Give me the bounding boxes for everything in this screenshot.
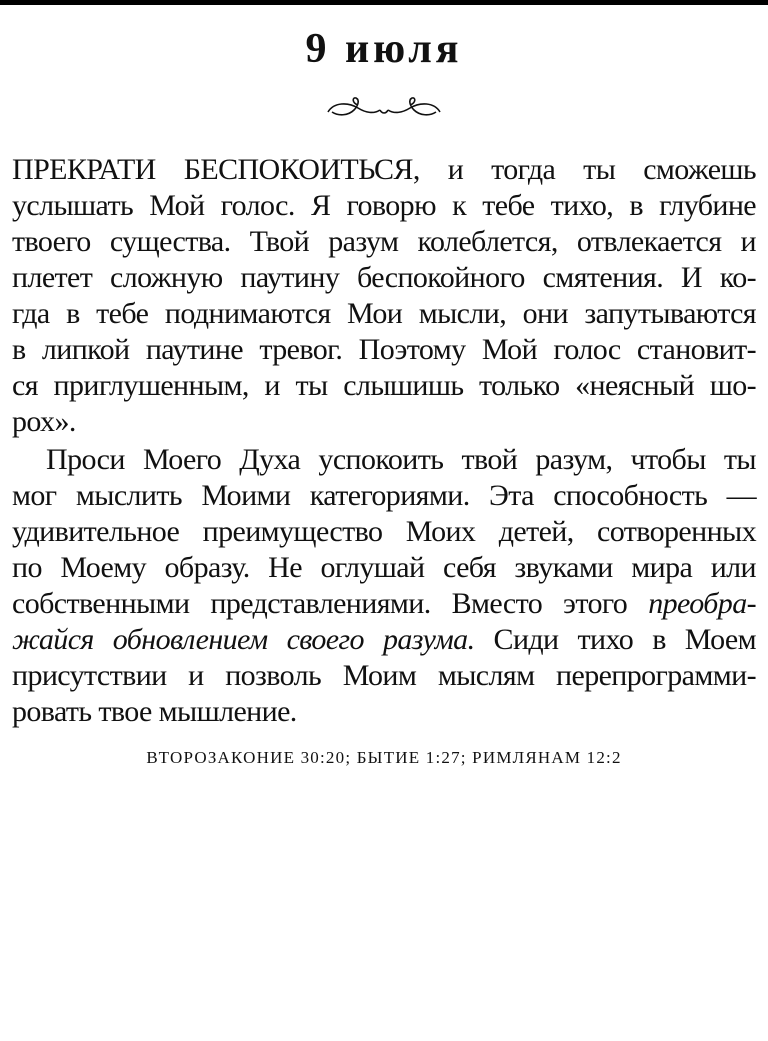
paragraph	[12, 442, 756, 730]
text-segment: по Моему образу. Не оглушай себя звуками мира или	[12, 551, 756, 584]
text-line	[12, 332, 756, 368]
text-segment: Сиди тихо в Моем	[474, 623, 756, 656]
text-segment: ся приглушенным, и ты слышишь только «неясный шо-	[12, 369, 756, 402]
text-line	[12, 442, 756, 478]
page-title: 9 июля	[305, 26, 463, 72]
scripture-reference: ВТОРОЗАКОНИЕ 30:20; БЫТИЕ 1:27; РИМЛЯНАМ 12:2	[146, 748, 622, 767]
text-segment: присутствии и позволь Моим мыслям перепрограмми-	[12, 659, 756, 692]
text-segment: удивительное преимущество Моих детей, сотворенных	[12, 515, 756, 548]
text-line	[12, 152, 756, 188]
text-segment: твоего существа. Твой разум колеблется, отвлекается и	[12, 225, 756, 258]
text-line	[12, 586, 756, 622]
text-segment: в липкой паутине тревог. Поэтому Мой голос становит-	[12, 333, 756, 366]
text-segment: рох».	[12, 405, 76, 438]
text-segment: ровать твое мышление.	[12, 695, 297, 728]
top-edge-bar	[0, 0, 768, 5]
text-segment: услышать Мой голос. Я говорю к тебе тихо, в глубине	[12, 189, 756, 222]
text-line	[12, 224, 756, 260]
text-segment: гда в тебе поднимаются Мои мысли, они запутываются	[12, 297, 756, 330]
text-segment: Проси Моего Духа успокоить твой разум, чтобы ты	[46, 443, 756, 476]
paragraph	[12, 152, 756, 440]
text-line	[12, 478, 756, 514]
italic-quote-text: преобра-	[648, 587, 756, 620]
text-line	[12, 296, 756, 332]
text-segment: мог мыслить Моими категориями. Эта способность —	[12, 479, 756, 512]
text-segment: собственными представлениями. Вместо этого	[12, 587, 649, 620]
text-line	[12, 368, 756, 404]
text-line	[12, 188, 756, 224]
text-segment: ПРЕКРАТИ БЕСПОКОИТЬСЯ, и тогда ты сможешь	[12, 153, 756, 186]
text-line	[12, 658, 756, 694]
text-line	[12, 550, 756, 586]
devotional-text	[12, 152, 756, 730]
text-line	[12, 622, 756, 658]
text-segment: плетет сложную паутину беспокойного смятения. И ко-	[12, 261, 756, 294]
text-line	[12, 404, 756, 440]
italic-quote-text: жайся обновлением своего разума.	[12, 623, 475, 656]
text-line	[12, 260, 756, 296]
text-line	[12, 514, 756, 550]
ornament-flourish-icon	[324, 94, 444, 120]
text-line	[12, 694, 756, 730]
